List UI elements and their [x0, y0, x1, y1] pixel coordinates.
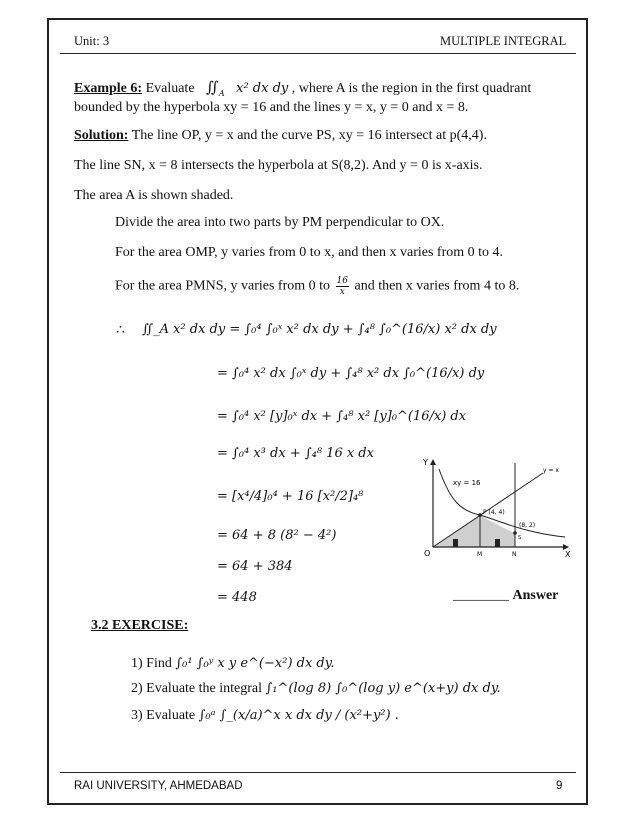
y-axis-arrow — [430, 459, 436, 465]
solution-line-4: Divide the area into two parts by PM perpendicular to OX. — [115, 215, 445, 230]
example-line-2: bounded by the hyperbola xy = 16 and the lines y = x, y = 0 and x = 8. — [74, 100, 469, 115]
exercise-title — [91, 618, 188, 634]
p-label: P (4, 4) — [483, 509, 505, 516]
solution-text-1: The line OP, y = x and the curve PS, xy = 16 intersect at p(4,4). — [131, 128, 487, 143]
footer-university: RAI UNIVERSITY, AHMEDABAD — [74, 780, 243, 792]
m-label: M — [477, 551, 483, 558]
exercise-q1 — [131, 656, 335, 672]
point-p — [478, 513, 482, 517]
n-label: N — [512, 551, 517, 558]
region-graph — [415, 455, 575, 575]
answer-label: Answer — [512, 588, 559, 603]
exercise-title-text: 3.2 EXERCISE: — [91, 618, 189, 633]
exercise-q3 — [131, 708, 399, 724]
step-5: = [x⁴/4]₀⁴ + 16 [x²/2]₄⁸ — [217, 489, 364, 504]
solution-text-6a: For the area PMNS, y varies from 0 to — [115, 278, 331, 294]
example-integrand: x² dx dy — [236, 81, 289, 96]
therefore-symbol: ∴ — [116, 323, 125, 338]
origin-label: O — [424, 549, 431, 558]
header-rule — [60, 53, 576, 54]
solution-line-1 — [74, 128, 487, 144]
point-s — [513, 531, 517, 535]
solution-line-3: The area A is shown shaded. — [74, 188, 234, 203]
q2-prefix: 2) Evaluate the integral — [131, 681, 262, 696]
example-evaluate: Evaluate — [145, 81, 195, 96]
region-subscript: A — [218, 88, 225, 98]
header-unit: Unit: 3 — [74, 34, 110, 48]
solution-label: Solution: — [74, 128, 129, 143]
answer-marker — [453, 588, 558, 604]
exercise-q2 — [131, 681, 501, 697]
solution-text-6b: and then x varies from 4 to 8. — [354, 278, 520, 294]
step-3: = ∫₀⁴ x² [y]₀ˣ dx + ∫₄⁸ x² [y]₀^(16/x) dx — [217, 409, 467, 424]
q1-expression: ∫₀¹ ∫₀ʸ x y e^(−x²) dx dy. — [175, 656, 335, 671]
footer-page-number: 9 — [556, 780, 563, 792]
step-1: ∬_A x² dx dy = ∫₀⁴ ∫₀ˣ x² dx dy + ∫₄⁸ ∫₀^(16/x) x² dx dy — [142, 322, 497, 337]
strip-2 — [495, 539, 500, 547]
s-letter-label: S — [518, 535, 522, 541]
s-coord-label: (8, 2) — [519, 522, 536, 529]
header-title: MULTIPLE INTEGRAL — [440, 34, 567, 48]
q1-prefix: 1) Find — [131, 656, 172, 671]
step-2: = ∫₀⁴ x² dx ∫₀ˣ dy + ∫₄⁸ x² dx ∫₀^(16/x) dy — [217, 366, 485, 381]
example-label: Example 6: — [74, 81, 143, 96]
fraction-16-over-x: $\frac{16}{x}$ — [336, 276, 348, 297]
double-integral-sign: ∬ — [206, 78, 219, 96]
answer-blank: ________ — [453, 588, 509, 603]
step-7: = 64 + 384 — [217, 559, 293, 574]
curve-label: xy = 16 — [453, 479, 481, 487]
y-axis-label: Y — [423, 458, 428, 467]
example-line-1 — [74, 78, 531, 97]
example-rest: , where A is the region in the first quadrant — [291, 81, 532, 96]
step-4: = ∫₀⁴ x³ dx + ∫₄⁸ 16 x dx — [217, 446, 374, 461]
q3-expression: ∫₀ᵃ ∫_(x/a)^x x dx dy / (x²+y²) . — [198, 708, 399, 723]
q2-expression: ∫₁^(log 8) ∫₀^(log y) e^(x+y) dx dy. — [265, 681, 501, 696]
solution-line-2: The line SN, x = 8 intersects the hyperbola at S(8,2). And y = 0 is x-axis. — [74, 158, 483, 173]
footer-rule — [60, 772, 576, 773]
step-8: = 448 — [217, 590, 257, 605]
solution-line-6 — [115, 276, 519, 297]
step-6: = 64 + 8 (8² − 4²) — [217, 528, 337, 543]
strip-1 — [453, 539, 458, 547]
q3-prefix: 3) Evaluate — [131, 708, 196, 723]
solution-line-5: For the area OMP, y varies from 0 to x, and then x varies from 0 to 4. — [115, 245, 504, 260]
line-label: y = x — [543, 467, 559, 474]
x-axis-label: X — [565, 550, 571, 559]
